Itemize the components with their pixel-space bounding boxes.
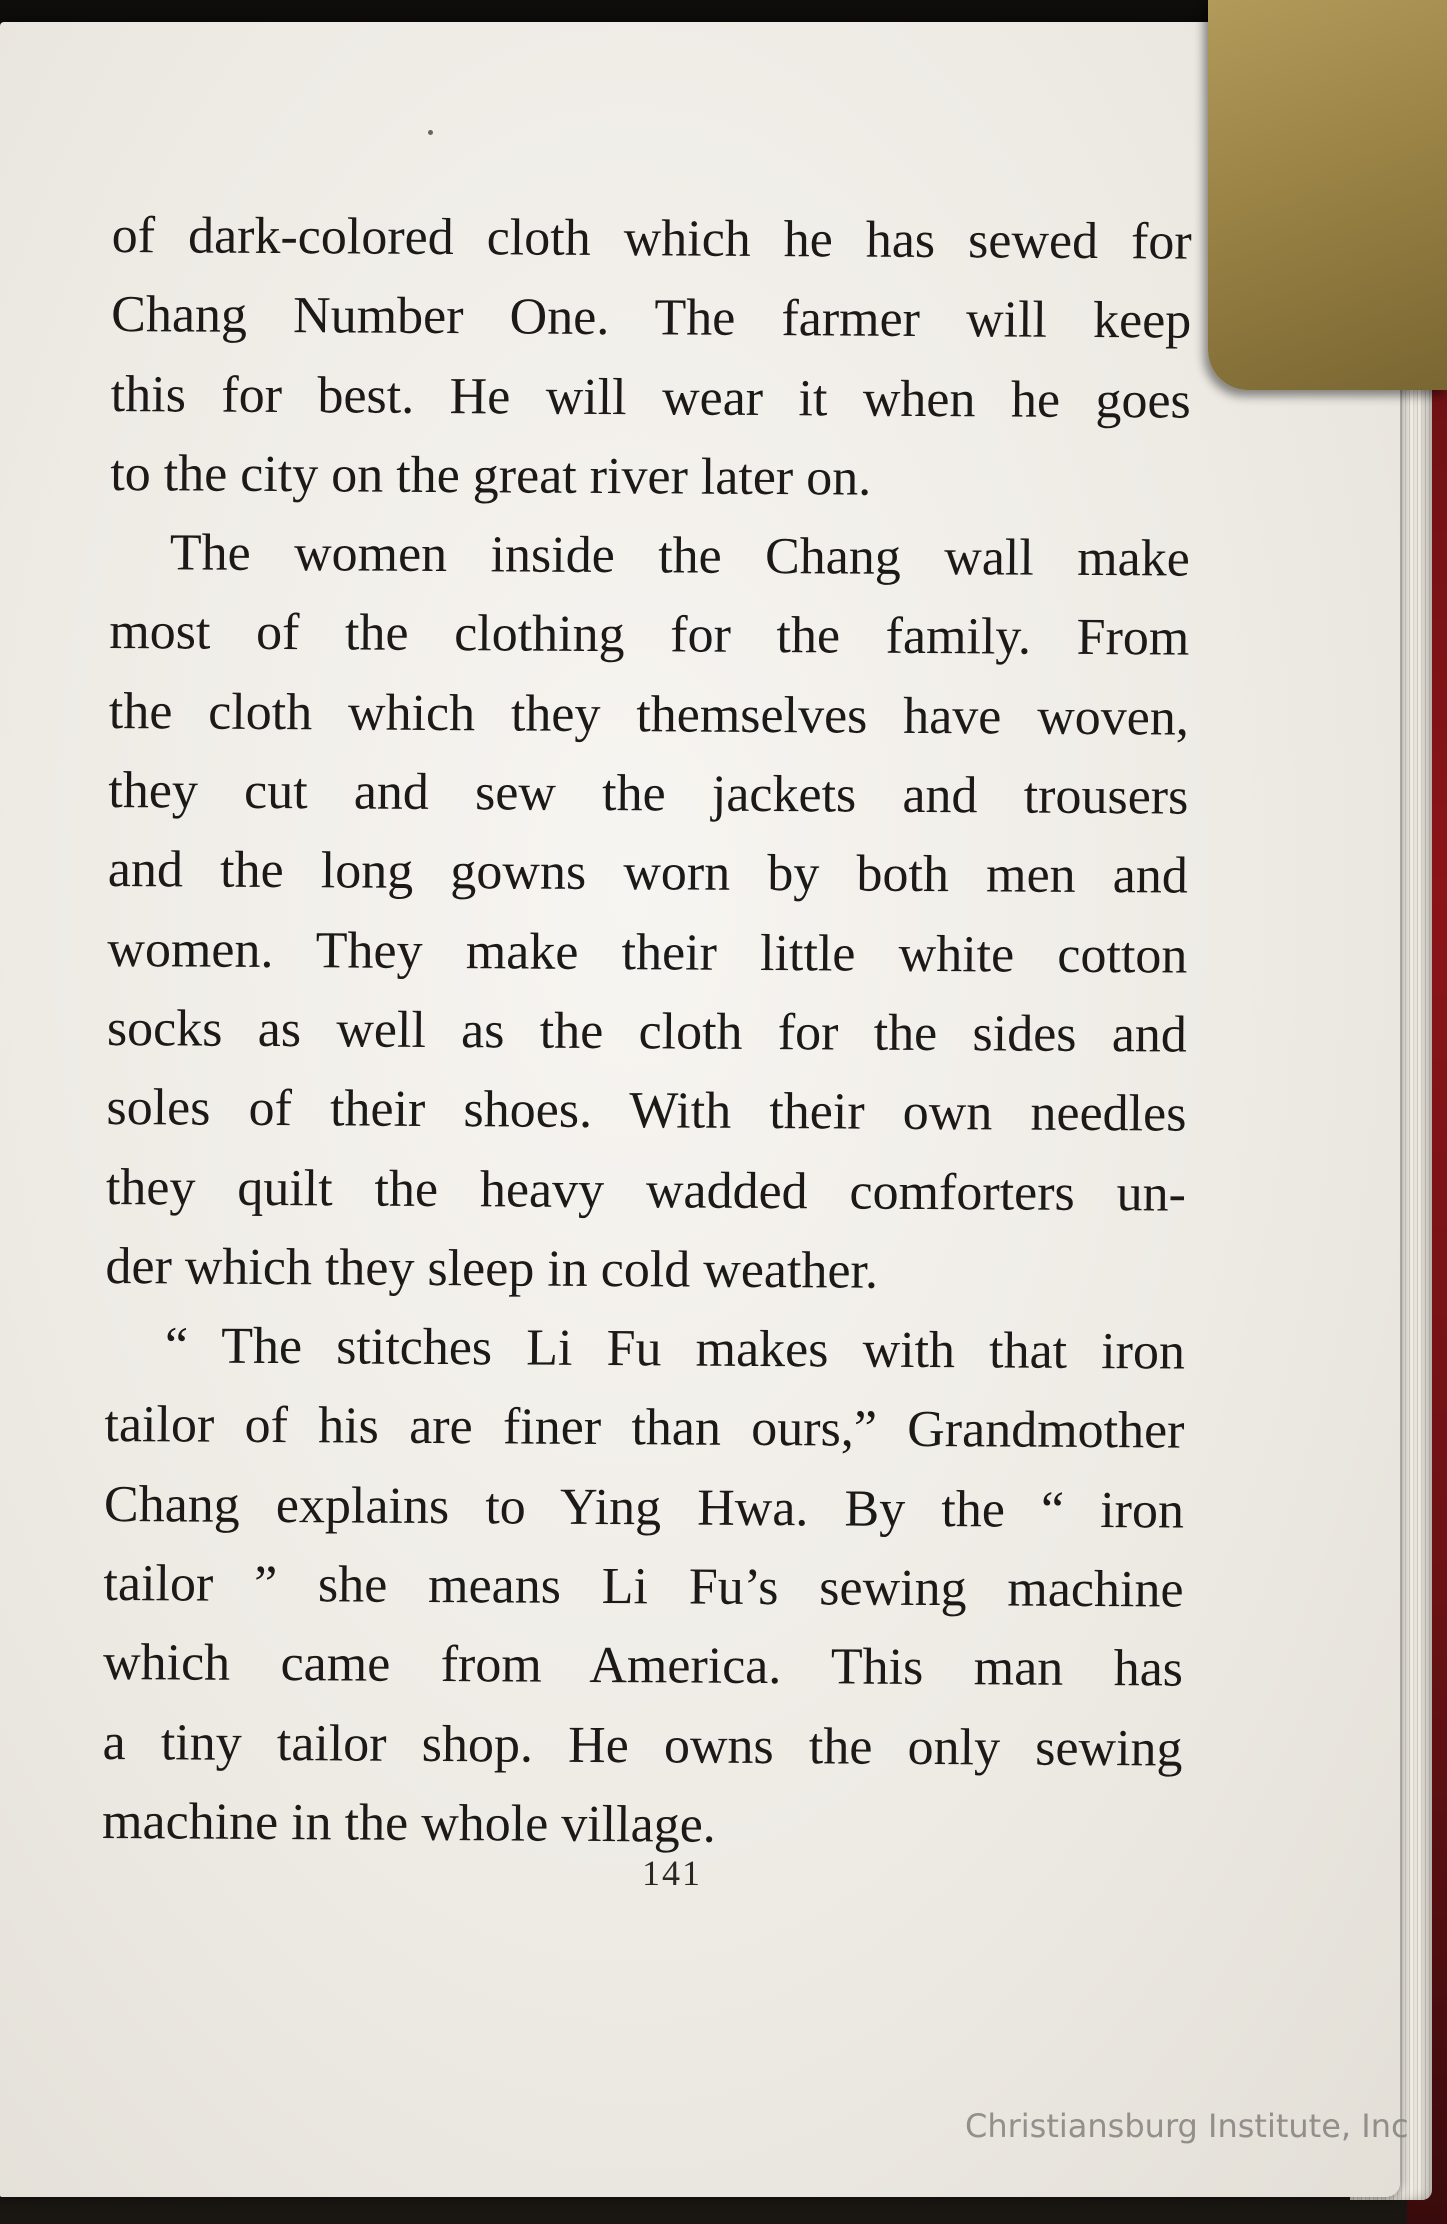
text-line: socks as well as the cloth for the sides and [106, 999, 1188, 1064]
text-line: The women inside the Chang wall make [169, 524, 1190, 588]
text-line: they cut and sew the jackets and trousers [108, 762, 1189, 826]
paper-speck [428, 130, 433, 135]
text-line: Chang Number One. The farmer will keep [111, 286, 1192, 350]
text-line: women. They make their little white cotton [107, 920, 1188, 985]
body-text [102, 196, 1192, 1868]
text-line: der which they sleep in cold weather. [105, 1237, 879, 1300]
bookmark-ribbon [1208, 0, 1447, 390]
text-line: soles of their shoes. With their own needles [106, 1079, 1187, 1143]
text-line: tailor of his are finer than ours,” Grandmother [104, 1396, 1185, 1461]
text-line: machine in the whole village. [101, 1792, 716, 1854]
text-line: the cloth which they themselves have woven, [108, 682, 1190, 747]
text-line: of dark-colored cloth which he has sewed for [111, 206, 1192, 271]
text-line: most of the clothing for the family. From [109, 603, 1190, 668]
text-line: they quilt the heavy wadded comforters un- [105, 1158, 1187, 1223]
text-line: and the long gowns worn by both men and [107, 841, 1189, 905]
text-line: “ The stitches Li Fu makes with that iron [164, 1317, 1186, 1381]
text-line: which came from America. This man has [102, 1634, 1184, 1698]
watermark-credit: Christiansburg Institute, Inc [965, 2107, 1409, 2145]
text-line: tailor ” she means Li Fu’s sewing machine [103, 1555, 1184, 1619]
text-line: a tiny tailor shop. He owns the only sewing [102, 1713, 1183, 1778]
page-number: 141 [642, 1853, 702, 1893]
text-line: this for best. He will wear it when he goes [110, 365, 1191, 430]
text-line: Chang explains to Ying Hwa. By the “ iron [103, 1475, 1185, 1540]
text-line: to the city on the great river later on. [110, 444, 872, 507]
